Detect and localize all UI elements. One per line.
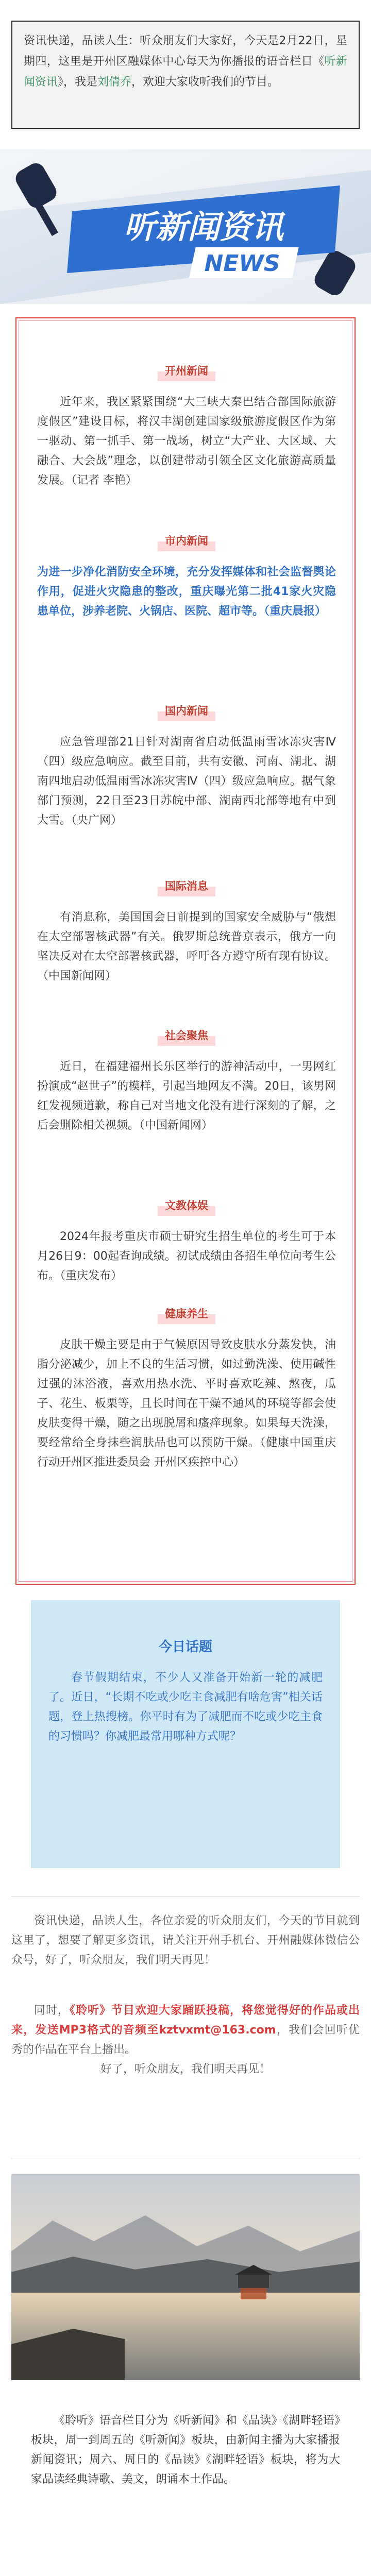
tag-kaizhou: 开州新闻	[158, 360, 215, 381]
tag-health: 健康养生	[158, 1302, 215, 1324]
tag-city: 市内新闻	[158, 530, 215, 551]
text-society: 近日，在福建福州长乐区举行的游神活动中，一男网红扮演成“赵世子”的模样，引起当地网友不满。20日，该男网红发视频道歉，称自己对当地文化没有进行深刻的了解，之后会删除相关视频。（中国新闻网）	[37, 1060, 336, 1132]
intro-box	[11, 21, 360, 129]
topic-title: 今日话题	[158, 1639, 212, 1655]
section-kaizhou	[37, 360, 336, 490]
outro-text-2-tail: ，我们会回听优秀的作品在平台上播出。	[11, 2024, 360, 2056]
outro-text-2	[11, 2001, 360, 2060]
text-culture: 2024年报考重庆市硕士研究生招生单位的考生可于本月26日9：00起查询成绩。初试成绩由各招生单位向考生公布。（重庆发布）	[37, 1230, 336, 1282]
news-frame	[15, 317, 356, 1585]
section-city	[37, 530, 336, 621]
intro-tail: ，欢迎大家收听我们的节目。	[131, 76, 279, 89]
topic-text: 春节假期结束，不少人又准备开始新一轮的减肥了。近日，“长期不吃或少吃主食减肥有啥危害”相关话题，登上热搜榜。你平时有为了减肥而不吃或少吃主食的习惯吗？你减肥最常用哪种方式呢？	[48, 1671, 323, 1743]
tag-society: 社会聚焦	[158, 1024, 215, 1046]
tag-international: 国际消息	[158, 875, 215, 896]
lake-image	[11, 2174, 360, 2380]
intro-lead: 资讯快递，品读人生：听众朋友们大家好，今天是2月22日，星期四，这里是开州区融媒体中心每天为你播报的语音栏目《	[24, 35, 347, 68]
outro-text-3: 好了，听众朋友，我们明天再见！	[100, 2063, 271, 2076]
intro-mid: 》，我是	[58, 76, 98, 89]
outro-submission-note: 《聆听》节目欢迎大家踊跃投稿，将您觉得好的作品或出来，发送MP3格式的音频至kztvxmt@163.com	[11, 2004, 360, 2037]
tag-culture: 文教体娱	[158, 1194, 215, 1216]
banner-title: 听新闻资讯	[123, 208, 284, 246]
intro-text	[24, 31, 347, 93]
section-domestic	[37, 700, 336, 831]
section-society	[37, 1024, 336, 1136]
outro-text-2-lead: 同时，	[34, 2004, 70, 2017]
outro	[11, 1911, 360, 2079]
outro-text-1: 资讯快递，品读人生，各位亲爱的听众朋友们，今天的节目就到这里了，想要了解更多资讯，请关注开州手机台、开州融媒体微信公众号，好了，听众朋友，我们明天再见！	[11, 1914, 360, 1967]
text-health: 皮肤干燥主要是由于气候原因导致皮肤水分蒸发快，油脂分泌减少，加上不良的生活习惯，如过勤洗澡、使用碱性过强的沐浴液，喜欢用热水洗、平时喜欢吃辣、熬夜，瓜子、花生、板栗等，且长时间在干燥不通风的环境等都会使皮肤变得干燥，随之出现脱屑和瘙痒现象。如果每天洗澡，要经常给全身抹些润肤品也可以预防干燥。（健康中国重庆行动开州区推进委员会 开州区疾控中心）	[37, 1338, 336, 1469]
program-name: 听新闻资讯	[24, 55, 347, 89]
text-international: 有消息称，美国国会日前提到的国家安全威胁与“俄想在太空部署核武器”有关。俄罗斯总统普京表示，俄方一向坚决反对在太空部署核武器，呼吁各方遵守所有现有协议。（中国新闻网）	[37, 911, 336, 982]
text-city: 为进一步净化消防安全环境，充分发挥媒体和社会监督舆论作用，促进火灾隐患的整改，重庆曝光第二批41家火灾隐患单位，涉养老院、火锅店、医院、超市等。（重庆晨报）	[37, 566, 336, 618]
section-health	[37, 1302, 336, 1472]
text-kaizhou: 近年来，我区紧紧围绕“大三峡大秦巴结合部国际旅游度假区”建设目标，将汉丰湖创建国家级旅游度假区作为第一驱动、第一抓手、第一战场，树立“大产业、大区域、大融合、大会战”理念，以创建带动引领全区文化旅游高质量发展。（记者 李艳）	[37, 396, 336, 487]
news-banner	[0, 149, 371, 304]
description-text: 《聆听》语音栏目分为《听新闻》和《品读》《湖畔轻语》板块，周一到周五的《听新闻》板块，由新闻主播为大家播报新闻资讯；周六、周日的《品读》《湖畔轻语》板块，将为大家品读经典诗歌、美文，朗诵本土作品。	[31, 2414, 340, 2486]
tag-domestic: 国内新闻	[158, 700, 215, 721]
banner-subtitle: NEWS	[204, 250, 280, 277]
section-culture	[37, 1194, 336, 1286]
text-domestic: 应急管理部21日针对湖南省启动低温雨雪冰冻灾害Ⅳ（四）级应急响应。截至目前，共有安徽、河南、湖北、湖南四地启动低温雨雪冰冻灾害Ⅳ（四）级应急响应。据气象部门预测，22日至23日苏皖中部、湖南西北部等地有中到大雪。（央广网）	[37, 736, 336, 827]
program-description	[31, 2411, 340, 2489]
section-international	[37, 875, 336, 986]
topic-box	[31, 1600, 340, 1868]
host-name: 刘倩乔	[97, 76, 132, 89]
